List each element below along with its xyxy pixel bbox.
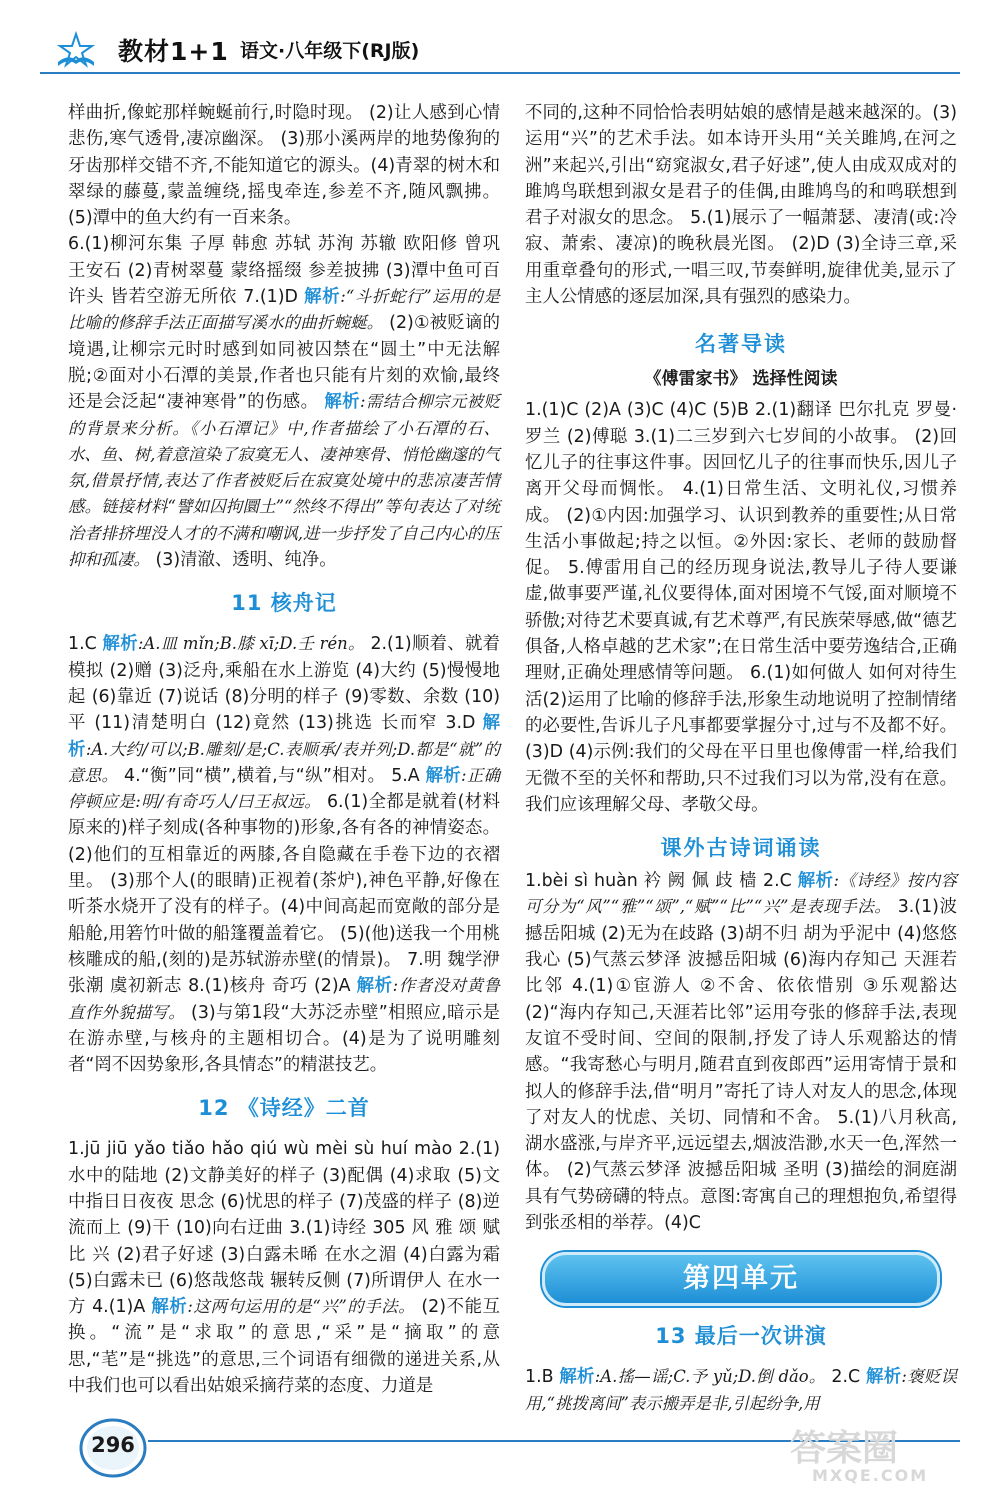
answer-block: 1.C 解析:A.皿 mǐn;B.膝 xī;D.壬 rén。 2.(1)顺着、就着 模拟 (2)赠 (3)泛舟,乘船在水上游览 (4)大约 (5)慢慢地 起 (6)靠近 (7)说话 (8)分明的样子 (9)零数、余数 (10)平 (11)清楚明白 (12)竟然 (13)挑选 长而窄 3.D 解析:A.大约/可以;B.雕刻/是;C.表顺承/表并列;D.都是“就”的意思。 4.“衡”同“横”,横着,与“纵”相对。 5.A 解析:正确停顿应是:明/有奇巧人/曰王叔远。 6.(1)全都是就着(材料原来的)样子刻成(各种事物的)形象,各有各的神情姿态。 (2)他们的互相靠近的两膝,各自隐藏在手卷下边的衣褶里。 (3)那个人(的眼睛)正视着(茶炉),神色平静,好像在听茶水烧开了没有的样子。(4)中间高起而宽敞的部分是船舱,用箬竹叶做的船篷覆盖着它。 (5)(他)送我一个用桃核雕成的船,(刻的)是苏轼游赤壁(的情景)。 7.明 魏学洢 张潮 虞初新志 8.(1)核舟 奇巧 (2)A 解析:作者没对黄鲁直作外貌描写。 (3)与第1段“大苏泛赤壁”相照应,暗示是在游赤壁,与核舟的主题相切合。(4)是为了说明雕刻者“罔不因势象形,各具情态”的精湛技艺。 [68,634,501,1076]
analysis-label: 解析 [324,392,360,413]
header-rule [40,72,960,74]
analysis-label: 解析 [304,287,341,308]
analysis-label: 解析 [102,634,138,655]
page-number-badge [78,1413,148,1483]
brand-title: 教材1+1 [118,37,229,66]
right-column [525,100,957,1417]
answer-block: 不同的,这种不同恰恰表明姑娘的感情是越来越深的。(3)运用“兴”的艺术手法。如本诗开头用“关关雎鸠,在河之洲”来起兴,引出“窈窕淑女,君子好逑”,使人由成双成对的雎鸠鸟联想到淑女是君子的佳偶,由雎鸠鸟的和鸣联想到君子对淑女的思念。 5.(1)展示了一幅萧瑟、凄清(或:冷寂、萧索、凄凉)的晚秋晨光图。 (2)D (3)全诗三章,采用重章叠句的形式,一唱三叹,节奏鲜明,旋律优美,显示了主人公情感的逐层加深,具有强烈的感染力。 [525,103,957,308]
answer-block: 1.B 解析:A.搖—谣;C.予 yǔ;D.倒 dǎo。 2.C 解析:褒贬误用,“挑拨离间”表示搬弄是非,引起纷争,用 [525,1367,957,1413]
answer-block: 1.jū jiū yǎo tiǎo hǎo qiú wù mèi sù huí mào 2.(1)水中的陆地 (2)文静美好的样子 (3)配偶 (4)求取 (5)文中指日日夜夜 思念 (6)忧思的样子 (7)茂盛的样子 (8)逆流而上 (9)干 (10)向右迂曲 3.(1)诗经 305 风 雅 颂 赋 比 兴 (2)君子好逑 (3)白露未晞 在水之湄 (4)白露为霜 (5)白露未已 (6)悠哉悠哉 辗转反侧 (7)所谓伊人 在水一方 4.(1)A 解析:这两句运用的是“兴”的手法。 (2)不能互换。“流”是“求取”的意思,“采”是“摘取”的意思,“芼”是“挑选”的意思,三个词语有细微的递进关系,从中我们也可以看出姑娘采摘荇菜的态度、力道是 [68,1139,500,1397]
analysis-label: 解析 [866,1367,902,1388]
page-number: 296 [91,1433,135,1457]
answer-block: 6.(1)柳河东集 子厚 韩愈 苏轼 苏洵 苏辙 欧阳修 曾巩 王安石 (2)青树翠蔓 蒙络摇缀 参差披拂 (3)潭中鱼可百许头 皆若空游无所依 7.(1)D 解析:“斗折蛇行”运用的是比喻的修辞手法正面描写溪水的曲折蜿蜒。 (2)①被贬谪的境遇,让柳宗元时时感到如同被囚禁在“圆土”中无法解脱;②面对小石潭的美景,作者也只能有片刻的欢愉,最终还是会泛起“凄神寒骨”的伤感。 解析:需结合柳宗元被贬的背景来分析。《小石潭记》中,作者描绘了小石潭的石、水、鱼、树,着意渲染了寂寞无人、凄神寒骨、悄怆幽邃的气氛,借景抒情,表达了作者被贬后在寂寞处境中的悲凉凄苦情感。链接材料“譬如囚拘圜土”“然终不得出”等句表达了对统治者排挤埋没人才的不满和嘲讽,进一步抒发了自己内心的压抑和孤凄。 (3)清澈、透明、纯净。 [68,234,500,571]
lesson-title: 11 核舟记 [231,591,337,616]
section-subtitle: 《傅雷家书》 选择性阅读 [644,369,838,390]
page-header [40,28,960,78]
lesson-title: 12 《诗经》二首 [198,1096,370,1121]
watermark-url: MXQE.COM [812,1466,929,1485]
section-title: 课外古诗词诵读 [660,836,822,861]
lesson-title: 13 最后一次讲演 [655,1324,827,1349]
analysis-label: 解析 [425,765,462,786]
analysis-label: 解析 [797,871,834,892]
watermark: 答案圈 [790,1428,899,1469]
analysis-label: 解析 [68,713,500,760]
unit-banner: 第四单元 [542,1252,940,1306]
book-subtitle: 语文·八年级下(RJ版) [240,40,420,62]
answer-block: 1.(1)C (2)A (3)C (4)C (5)B 2.(1)翻译 巴尔扎克 罗曼·罗兰 (2)傅聪 3.(1)二三岁到六七岁间的小故事。 (2)回忆儿子的往事这件事。因回忆儿子的往事而快乐,因儿子离开父母而惆怅。 4.(1)日常生活、文明礼仪,习惯养成。 (2)①内因:加强学习、认识到教养的重要性;从日常生活小事做起;持之以恒。②外因:家长、老师的鼓励督促。 5.傅雷用自己的经历现身说法,教导儿子待人要谦虚,做事要严谨,礼仪要得体,面对困境不气馁,面对顺境不骄傲;对待艺术要真诚,有艺术尊严,有民族荣辱感,做“德艺俱备,人格卓越的艺术家”;在日常生活中要劳逸结合,正确理财,正确处理感情等问题。 6.(1)如何做人 如何对待生活(2)运用了比喻的修辞手法,形象生动地说明了控制情绪的必要性,告诉儿子凡事都要掌握分寸,过与不及都不好。 (3)D (4)示例:我们的父母在平日里也像傅雷一样,给我们无微不至的关怀和帮助,只不过我们习以为常,没有在意。我们应该理解父母、孝敬父母。 [525,400,957,815]
analysis-label: 解析 [151,1297,188,1318]
answer-block: 1.bèi sì huàn 衿 阙 佩 歧 樯 2.C 解析:《诗经》按内容可分为“风”“雅”“颂”,“赋”“比”“兴”是表现手法。 3.(1)波撼岳阳城 (2)无为在歧路 (3)胡不归 胡为乎泥中 (4)悠悠我心 (5)气蒸云梦泽 波撼岳阳城 (6)海内存知己 天涯若比邻 4.(1)①宦游人 ②不舍、依依惜别 ③乐观豁达 (2)“海内存知己,天涯若比邻”运用夸张的修辞手法,表现友谊不受时间、空间的限制,抒发了诗人乐观豁达的情感。“我寄愁心与明月,随君直到夜郎西”运用寄情于景和拟人的修辞手法,借“明月”寄托了诗人对友人的思念,体现了对友人的忧虑、关切、同情和不舍。 5.(1)八月秋高,湖水盛涨,与岸齐平,远远望去,烟波浩渺,水天一色,浑然一体。 (2)气蒸云梦泽 波撼岳阳城 圣明 (3)描绘的洞庭湖具有气势磅礴的特点。意图:寄寓自己的理想抱负,希望得到张丞相的举荐。(4)C [525,871,957,1233]
answer-block: 样曲折,像蛇那样蜿蜒前行,时隐时现。 (2)让人感到心情悲伤,寒气透骨,凄凉幽深。 (3)那小溪两岸的地势像狗的牙齿那样交错不齐,不能知道它的源头。(4)青翠的树木和翠绿的藤蔓,蒙盖缠绕,摇曳牵连,参差不齐,随风飘拂。 (5)潭中的鱼大约有一百来条。 [68,103,500,229]
analysis-label: 解析 [356,976,393,997]
book-logo-icon [54,30,98,74]
analysis-label: 解析 [559,1367,595,1388]
section-title: 名著导读 [695,332,787,357]
left-column [68,100,500,1399]
